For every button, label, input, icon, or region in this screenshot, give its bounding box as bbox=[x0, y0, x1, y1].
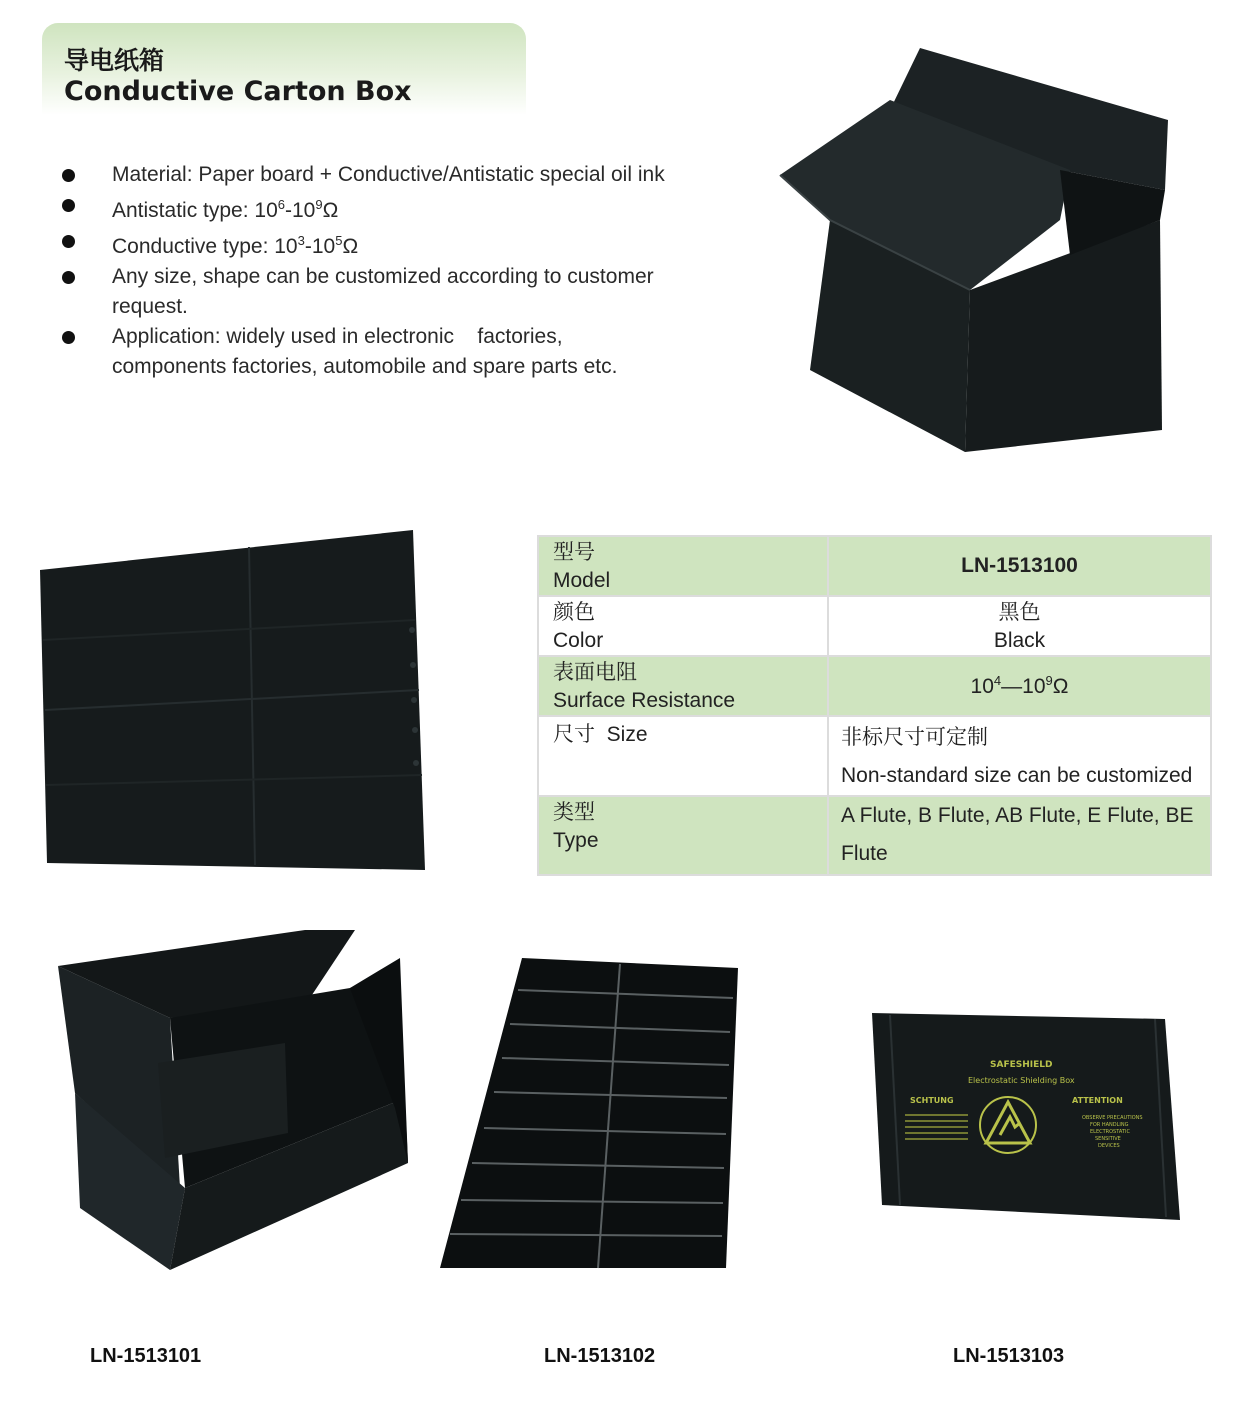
spec-row-type: 类型 Type A Flute, B Flute, AB Flute, E Flute, BE Flute bbox=[538, 796, 1211, 875]
spec-row-size: 尺寸 Size 非标尺寸可定制 Non-standard size can be customized bbox=[538, 716, 1211, 796]
title-banner bbox=[42, 23, 526, 115]
feature-list bbox=[60, 160, 740, 382]
bullet-icon bbox=[62, 271, 75, 284]
spec-row-model: 型号 Model LN-1513100 bbox=[538, 536, 1211, 596]
feature-antistatic: Antistatic type: $10^6-10^9\Omega$ bbox=[60, 190, 740, 226]
svg-text:OBSERVE PRECAUTIONS: OBSERVE PRECAUTIONS bbox=[1082, 1115, 1143, 1121]
spec-table bbox=[537, 535, 1212, 876]
bullet-icon bbox=[62, 235, 75, 248]
svg-text:FOR HANDLING: FOR HANDLING bbox=[1090, 1122, 1129, 1128]
feature-custom: Any size, shape can be customized according to customer request. bbox=[60, 262, 712, 322]
svg-text:SENSITIVE: SENSITIVE bbox=[1095, 1136, 1121, 1142]
feature-application: Application: widely used in electronic factories, components factories, automobile and spare parts etc. bbox=[60, 322, 672, 382]
product-code-3: LN-1513103 bbox=[953, 1345, 1065, 1367]
esd-brand: SAFESHIELD bbox=[990, 1060, 1053, 1070]
product-code-1: LN-1513101 bbox=[90, 1345, 202, 1367]
photo-esd-box bbox=[860, 1005, 1190, 1235]
product-code-2: LN-1513102 bbox=[544, 1345, 656, 1367]
page-title-cn: 导电纸箱 bbox=[64, 46, 165, 75]
esd-left-heading: SCHTUNG bbox=[910, 1096, 954, 1105]
spec-row-resistance: 表面电阻 Surface Resistance $10^4—10^9\Omega$ bbox=[538, 656, 1211, 716]
photo-open-box bbox=[770, 40, 1180, 460]
photo-compartment-tray bbox=[430, 950, 750, 1280]
photo-box-divider bbox=[50, 928, 410, 1273]
esd-subtitle: Electrostatic Shielding Box bbox=[968, 1076, 1075, 1085]
spec-row-color: 颜色 Color 黑色 Black bbox=[538, 596, 1211, 656]
svg-text:ELECTROSTATIC: ELECTROSTATIC bbox=[1090, 1129, 1130, 1135]
feature-material: Material: Paper board + Conductive/Antistatic special oil ink bbox=[60, 160, 740, 190]
bullet-icon bbox=[62, 199, 75, 212]
page-title-en: Conductive Carton Box bbox=[64, 76, 412, 107]
bullet-icon bbox=[62, 331, 75, 344]
svg-text:DEVICES: DEVICES bbox=[1098, 1143, 1120, 1149]
model-value: LN-1513100 bbox=[828, 536, 1211, 596]
photo-flat-sheet bbox=[35, 525, 435, 875]
feature-conductive: Conductive type: $10^3-10^5\Omega$ bbox=[60, 226, 740, 262]
bullet-icon bbox=[62, 169, 75, 182]
esd-right-heading: ATTENTION bbox=[1072, 1096, 1123, 1105]
